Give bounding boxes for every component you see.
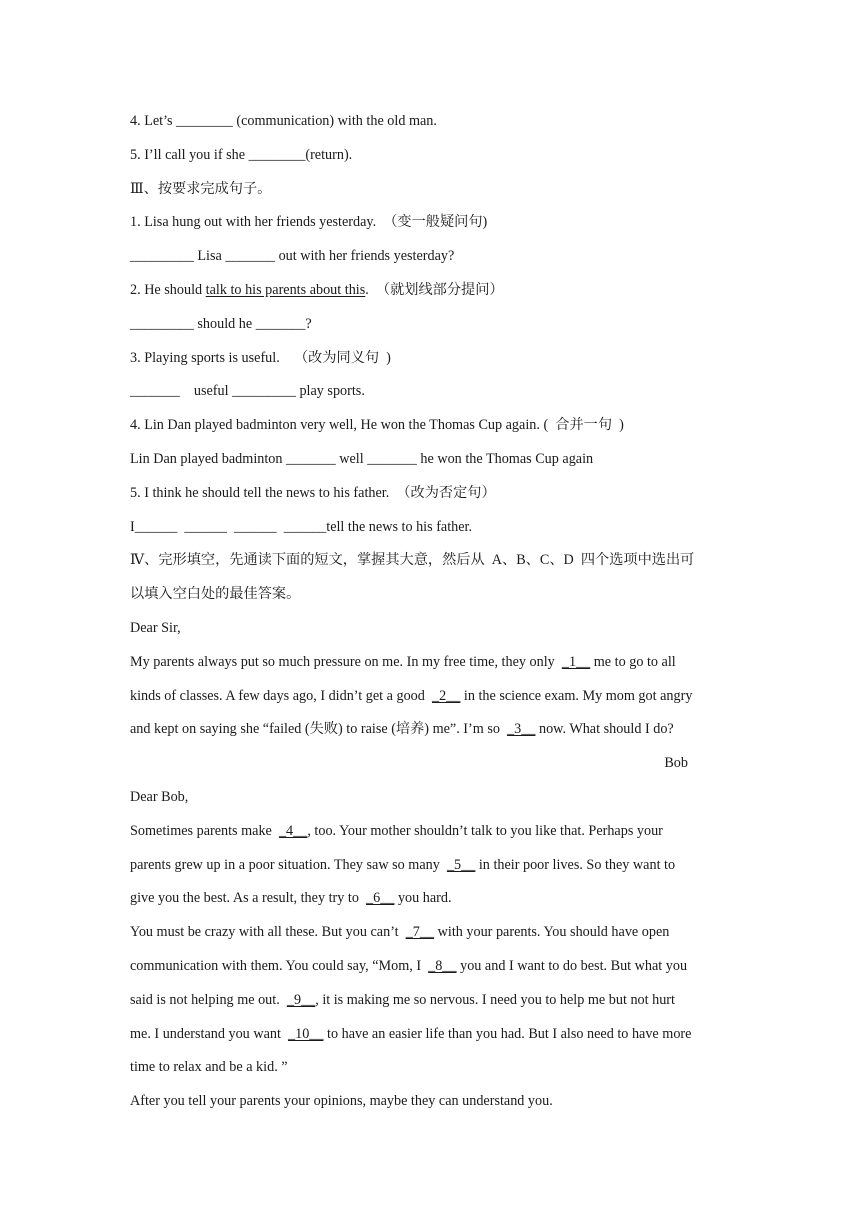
underlined-phrase: talk to his parents about this: [205, 281, 366, 298]
blank-1: _1__: [561, 653, 591, 670]
blank-4: _4__: [278, 822, 308, 839]
blank-7: _7__: [405, 924, 435, 941]
passage-line: me. I understand you want _10__ to have an easier life than you had. But I also need to have more: [130, 1025, 692, 1042]
passage-line: You must be crazy with all these. But you can’t _7__ with your parents. You should have open: [130, 924, 670, 941]
passage-line: communication with them. You could say, “Mom, I _8__ you and I want to do best. But what you: [130, 957, 688, 974]
passage-line: parents grew up in a poor situation. They saw so many _5__ in their poor lives. So they want to: [130, 856, 676, 873]
signature: Bob: [664, 755, 688, 772]
passage-line: and kept on saying she “failed (失败) to raise (培养) me”. I’m so _3__ now. What should I do?: [130, 721, 674, 738]
letter-1-greeting: Dear Sir,: [130, 619, 181, 636]
document-page: [130, 111, 734, 1125]
letter-2-greeting: Dear Bob,: [130, 788, 189, 805]
passage-line: kinds of classes. A few days ago, I didn’t get a good _2__ in the science exam. My mom got angry: [130, 687, 693, 704]
s3-answer-2: _________ should he _______?: [130, 315, 312, 332]
s3-question-5: 5. I think he should tell the news to his father. （改为否定句）: [130, 484, 496, 501]
passage-line: time to relax and be a kid. ”: [130, 1059, 288, 1076]
section-4-heading-2: 以填入空白处的最佳答案。: [130, 586, 301, 603]
s3-question-1: 1. Lisa hung out with her friends yesterday. （变一般疑问句): [130, 214, 488, 231]
passage-line: said is not helping me out. _9__, it is making me so nervous. I need you to help me but not hurt: [130, 991, 675, 1008]
passage-line: After you tell your parents your opinions, maybe they can understand you.: [130, 1093, 553, 1110]
question-5: 5. I’ll call you if she ________(return).: [130, 146, 353, 163]
s3-answer-1: _________ Lisa _______ out with her friends yesterday?: [130, 248, 455, 265]
s3-answer-3: _______ useful _________ play sports.: [130, 383, 365, 400]
blank-10: _10__: [288, 1025, 324, 1042]
s3-question-4: 4. Lin Dan played badminton very well, He won the Thomas Cup again. ( 合并一句 ): [130, 417, 624, 434]
blank-9: _9__: [286, 991, 316, 1008]
blank-3: _3__: [507, 721, 536, 738]
passage-line: Sometimes parents make _4__, too. Your mother shouldn’t talk to you like that. Perhaps your: [130, 822, 663, 839]
blank-5: _5__: [446, 856, 476, 873]
s3-question-2: 2. He should talk to his parents about this. （就划线部分提问）: [130, 281, 504, 298]
passage-line: give you the best. As a result, they try to _6__ you hard.: [130, 890, 452, 907]
blank-6: _6__: [366, 890, 395, 907]
blank-8: _8__: [428, 957, 457, 974]
passage-line: My parents always put so much pressure on me. In my free time, they only _1__ me to go to all: [130, 653, 676, 670]
section-3-heading: Ⅲ、按要求完成句子。: [130, 180, 272, 197]
s3-answer-5: I______ ______ ______ ______tell the news to his father.: [130, 518, 473, 535]
s3-question-3: 3. Playing sports is useful. （改为同义句 ): [130, 349, 391, 366]
blank-2: _2__: [431, 687, 461, 704]
s3-answer-4: Lin Dan played badminton _______ well _______ he won the Thomas Cup again: [130, 450, 594, 467]
section-4-heading-1: Ⅳ、完形填空，先通读下面的短文，掌握其大意，然后从 A、B、C、D 四个选项中选出可: [130, 552, 695, 569]
question-4: 4. Let’s ________ (communication) with the old man.: [130, 113, 437, 129]
